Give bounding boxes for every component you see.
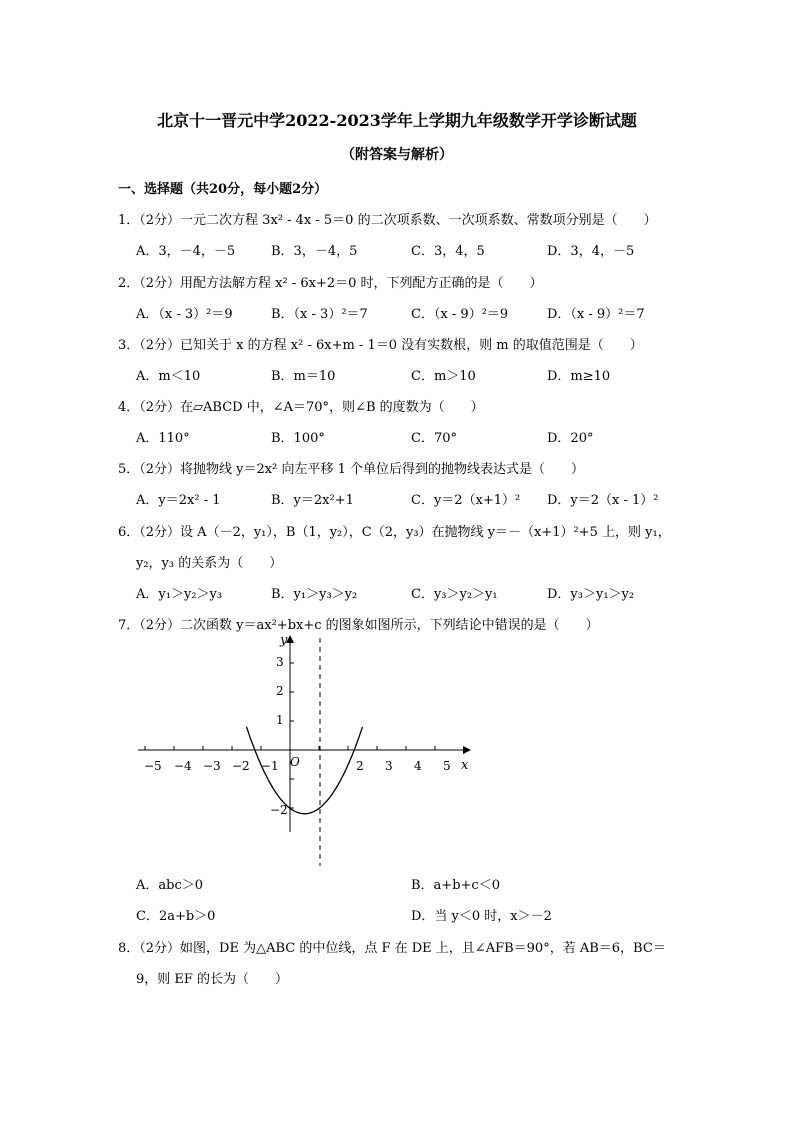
question-6-option-a[interactable]: A．y₁＞y₂＞y₃ xyxy=(136,587,223,602)
x-tick-label: −2 xyxy=(232,759,250,773)
question-5-option-b[interactable]: B．y＝2x²+1 xyxy=(271,493,354,508)
page-title: 北京十一晋元中学2022-2023学年上学期九年级数学开学诊断试题 xyxy=(157,111,637,130)
question-8-stem-line-2: 9，则 EF 的长为（ ） xyxy=(136,972,289,987)
question-5-option-d[interactable]: D．y＝2（x - 1）² xyxy=(547,493,659,508)
x-axis-label: x xyxy=(461,758,469,773)
question-2-option-b[interactable]: B．（x - 3）²＝7 xyxy=(271,307,368,322)
question-4-stem: 4．（2分）在▱ABCD 中，∠A＝70°，则∠B 的度数为（ ） xyxy=(118,400,484,415)
parabola-graph xyxy=(130,630,480,870)
y-tick-label: 3 xyxy=(276,655,284,669)
question-6-stem-line-1: 6．（2分）设 A（－2，y₁），B（1，y₂），C（2，y₃）在抛物线 y＝－（x+1）²+5 上，则 y₁， xyxy=(118,525,671,540)
question-7-option-b[interactable]: B．a+b+c＜0 xyxy=(411,878,500,893)
question-5-option-a[interactable]: A．y＝2x² - 1 xyxy=(136,493,221,508)
x-tick-label: −5 xyxy=(144,759,162,773)
question-2-option-d[interactable]: D．（x - 9）²＝7 xyxy=(547,307,645,322)
x-tick-label: 3 xyxy=(385,759,393,773)
y-tick-label: 1 xyxy=(276,713,284,727)
question-6-stem-line-2: y₂，y₃ 的关系为（ ） xyxy=(136,556,283,571)
question-5-option-c[interactable]: C．y＝2（x+1）² xyxy=(411,493,521,508)
x-tick-label: −1 xyxy=(261,759,279,773)
question-5-stem: 5．（2分）将抛物线 y＝2x² 向左平移 1 个单位后得到的抛物线表达式是（ ） xyxy=(118,462,585,477)
question-7-option-a[interactable]: A．abc＞0 xyxy=(136,878,204,893)
coordinate-axes xyxy=(138,636,470,832)
question-3-stem: 3．（2分）已知关于 x 的方程 x² - 6x+m - 1＝0 没有实数根，则 m 的取值范围是（ ） xyxy=(118,338,643,353)
question-7-stem: 7．（2分）二次函数 y＝ax²+bx+c 的图象如图所示，下列结论中错误的是（ ） xyxy=(118,618,599,633)
question-3-option-c[interactable]: C．m＞10 xyxy=(411,369,476,384)
page-subtitle: （附答案与解析） xyxy=(341,147,453,163)
question-3-option-b[interactable]: B．m＝10 xyxy=(271,369,336,384)
question-4-option-d[interactable]: D．20° xyxy=(547,431,594,446)
question-1-option-a[interactable]: A．3，－4，－5 xyxy=(136,244,236,259)
question-3-option-a[interactable]: A．m＜10 xyxy=(136,369,201,384)
y-tick-label: 2 xyxy=(276,684,284,698)
question-4-option-c[interactable]: C．70° xyxy=(411,431,457,446)
question-6-option-d[interactable]: D．y₃＞y₁＞y₂ xyxy=(547,587,635,602)
question-3-option-d[interactable]: D．m≥10 xyxy=(547,369,611,384)
x-tick-label: 4 xyxy=(414,759,422,773)
question-6-option-b[interactable]: B．y₁＞y₃＞y₂ xyxy=(271,587,358,602)
question-7-option-d[interactable]: D．当 y＜0 时，x＞－2 xyxy=(411,909,552,924)
question-2-option-a[interactable]: A．（x - 3）²＝9 xyxy=(136,307,233,322)
y-tick-label: −2 xyxy=(270,803,288,817)
question-1-stem: 1．（2分）一元二次方程 3x² - 4x - 5＝0 的二次项系数、一次项系数、常数项分别是（ ） xyxy=(118,213,657,228)
question-6-option-c[interactable]: C．y₃＞y₂＞y₁ xyxy=(411,587,498,602)
question-2-option-c[interactable]: C．（x - 9）²＝9 xyxy=(411,307,509,322)
x-tick-label: −3 xyxy=(203,759,221,773)
section-heading: 一、选择题（共20分，每小题2分） xyxy=(118,182,328,197)
x-tick-label: 5 xyxy=(443,759,451,773)
x-tick-label: −4 xyxy=(174,759,192,773)
origin-label: O xyxy=(290,755,300,769)
question-2-stem: 2．（2分）用配方法解方程 x² - 6x+2＝0 时，下列配方正确的是（ ） xyxy=(118,276,543,291)
question-8-stem-line-1: 8．（2分）如图，DE 为△ABC 的中位线，点 F 在 DE 上，且∠AFB＝90°，若 AB＝6，BC＝ xyxy=(118,941,666,956)
question-4-option-b[interactable]: B．100° xyxy=(271,431,325,446)
x-tick-label: 2 xyxy=(356,759,364,773)
question-4-option-a[interactable]: A．110° xyxy=(136,431,190,446)
question-1-option-b[interactable]: B．3，－4，5 xyxy=(271,244,358,259)
y-axis-label: y xyxy=(280,633,288,648)
question-7-option-c[interactable]: C．2a+b＞0 xyxy=(136,909,216,924)
question-1-option-c[interactable]: C．3，4，5 xyxy=(411,244,485,259)
question-1-option-d[interactable]: D．3，4，－5 xyxy=(547,244,635,259)
